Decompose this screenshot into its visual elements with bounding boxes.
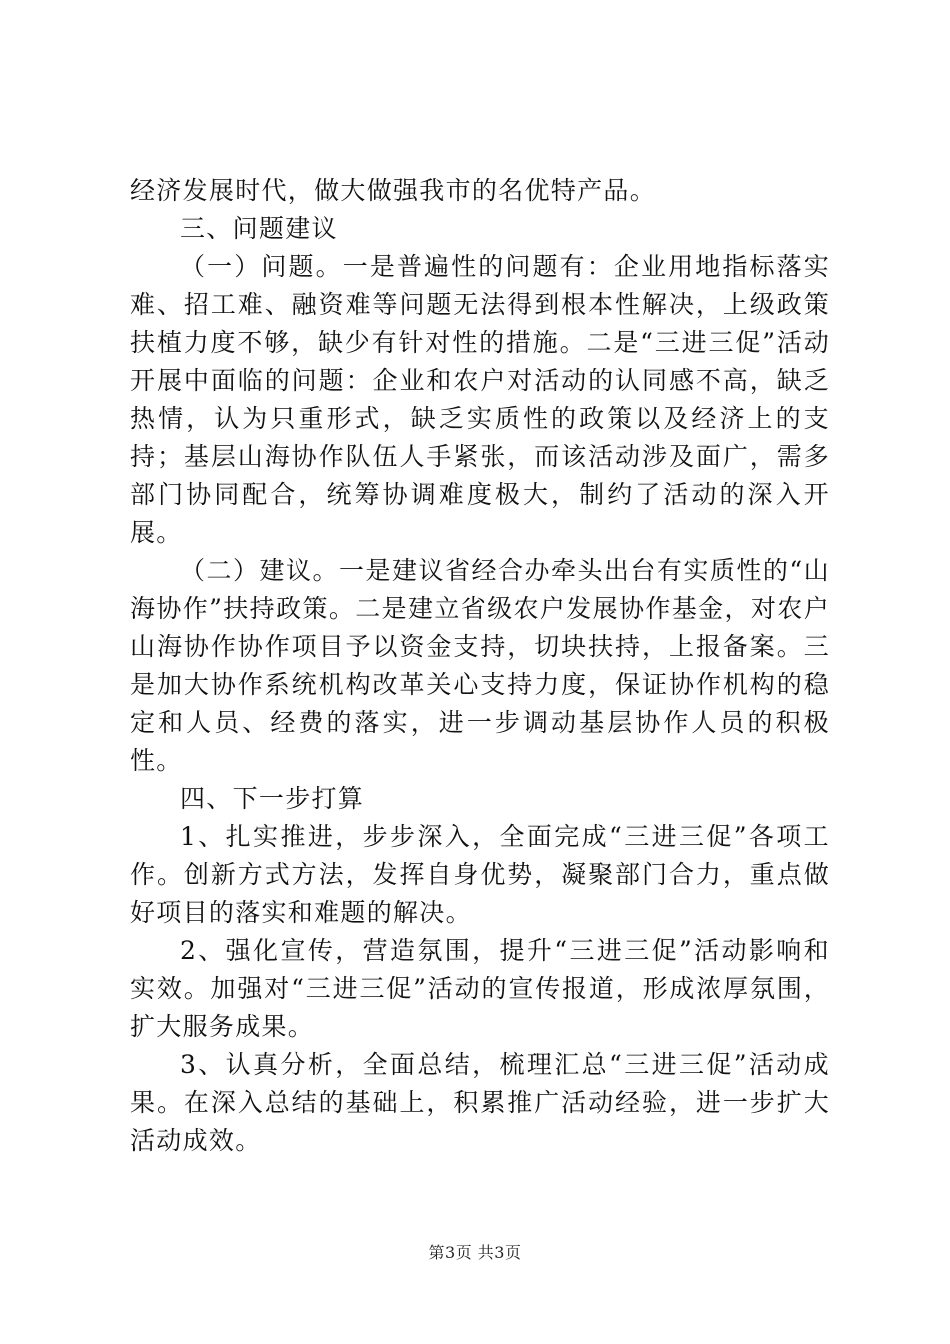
paragraph-problems: （一）问题。一是普遍性的问题有：企业用地指标落实难、招工难、融资难等问题无法得到根本性解决，上级政策扶植力度不够，缺少有针对性的措施。二是“三进三促”活动开展中面临的问题：企业和农户对活动的认同感不高，缺乏热情，认为只重形式，缺乏实质性的政策以及经济上的支持；基层山海协作队伍人手紧张，而该活动涉及面广，需多部门协同配合，统筹协调难度极大，制约了活动的深入开展。 xyxy=(130,252,830,547)
document-body xyxy=(130,172,830,1160)
paragraph-suggestions: （二）建议。一是建议省经合办牵头出台有实质性的“山海协作”扶持政策。二是建立省级农户发展协作基金，对农户山海协作协作项目予以资金支持，切块扶持，上报备案。三是加大协作系统机构改革关心支持力度，保证协作机构的稳定和人员、经费的落实，进一步调动基层协作人员的积极性。 xyxy=(130,556,830,775)
section-heading-next-steps: 四、下一步打算 xyxy=(180,784,365,813)
paragraph-next-step-2: 2、强化宣传，营造氛围，提升“三进三促”活动影响和实效。加强对“三进三促”活动的宣传报道，形成浓厚氛围，扩大服务成果。 xyxy=(130,936,830,1041)
paragraph-next-step-1: 1、扎实推进，步步深入，全面完成“三进三促”各项工作。创新方式方法，发挥自身优势，凝聚部门合力，重点做好项目的落实和难题的解决。 xyxy=(130,822,830,927)
section-heading-problems-suggestions: 三、问题建议 xyxy=(180,214,338,243)
paragraph-continuation: 经济发展时代，做大做强我市的名优特产品。 xyxy=(130,176,657,205)
page-number-footer: 第3页 共3页 xyxy=(428,1243,522,1262)
paragraph-next-step-3: 3、认真分析，全面总结，梳理汇总“三进三促”活动成果。在深入总结的基础上，积累推广活动经验，进一步扩大活动成效。 xyxy=(130,1050,830,1155)
